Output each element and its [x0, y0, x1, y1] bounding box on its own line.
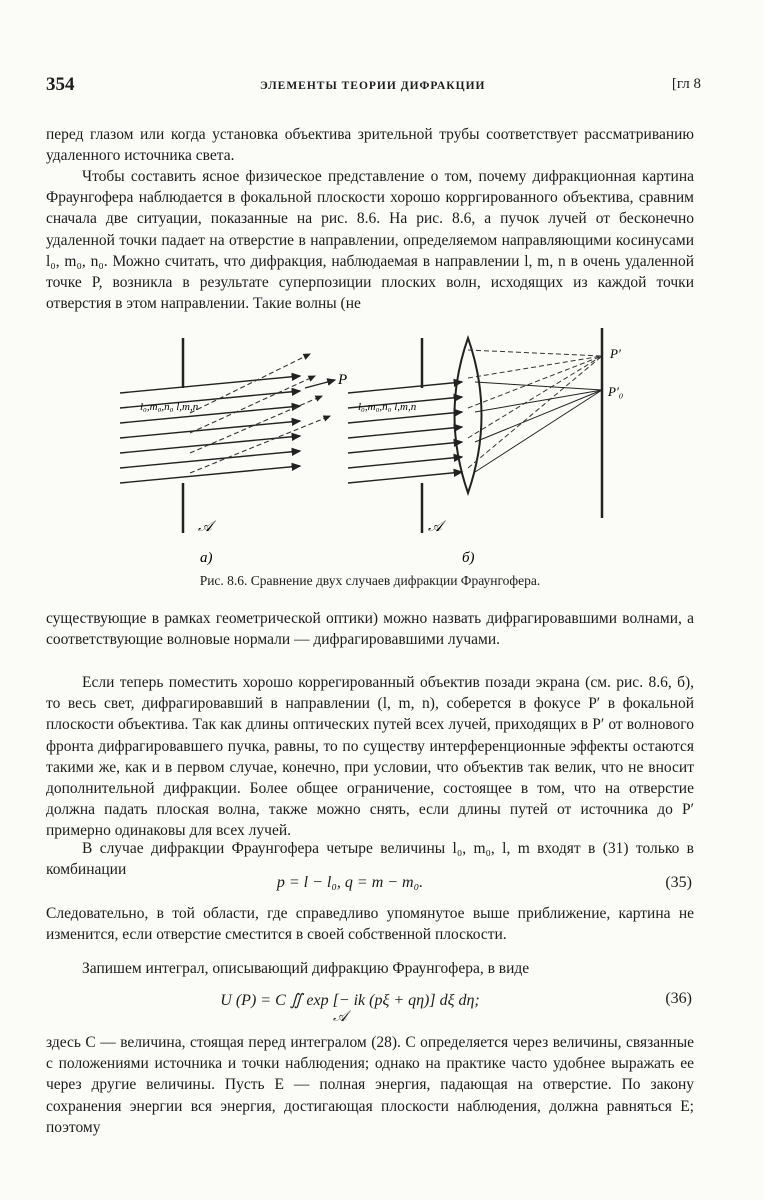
aperture-label-a: 𝒜 — [198, 519, 213, 535]
figure-caption: Рис. 8.6. Сравнение двух случаев дифракции Фраунгофера. — [199, 573, 541, 588]
equation-36-body: U (P) = C ∬ exp [− ik (pξ + qη)] dξ dη; — [220, 992, 480, 1009]
rays-to-P-prime — [468, 350, 602, 468]
sublabel-b: б) — [462, 550, 475, 566]
equation-35 — [46, 874, 694, 896]
equation-35-number: (35) — [665, 874, 692, 891]
paragraph-5: В случае дифракции Фраунгофера четыре величины l₀, m₀, l, m входят в (31) только в комбинации — [46, 840, 694, 879]
equation-35-body: p = l − l₀, q = m − m₀. — [276, 874, 424, 891]
diagram-b — [348, 328, 623, 535]
chapter-marker: [гл 8 — [671, 76, 701, 92]
paragraph-6: Следовательно, в той области, где справедливо упомянутое выше приближение, картина не изменится, если отверстие сместится в своей собственной плоскости. — [46, 905, 694, 944]
label-P0-prime: P′₀ — [608, 384, 624, 399]
incident-rays-a — [120, 376, 300, 483]
lens — [455, 338, 482, 493]
page-header — [46, 74, 701, 102]
beam-label-a: l₀,m₀,n₀ l,m,n — [140, 401, 199, 413]
running-head: ЭЛЕМЕНТЫ ТЕОРИИ ДИФРАКЦИИ — [260, 80, 486, 92]
paragraph-3: существующие в рамках геометрической оптики) можно назвать дифрагировавшими волнами, а соответствующие волновые нормали — дифрагировавшими лучами. — [46, 610, 694, 649]
equation-36-number: (36) — [665, 990, 692, 1007]
diagram-a — [120, 338, 347, 535]
sublabel-a: а) — [200, 550, 213, 566]
equation-36-domain: 𝒜 — [333, 1009, 348, 1025]
arrow-to-P — [305, 380, 335, 388]
paragraph-1: перед глазом или когда установка объектива зрительной трубы соответствует рассматриванию удаленного источника света. — [46, 126, 694, 165]
incident-rays-b — [348, 382, 462, 483]
figure-diagram — [100, 318, 660, 573]
label-P-prime: P′ — [610, 346, 621, 361]
rays-to-P0-prime — [475, 382, 602, 472]
page-number: 354 — [46, 74, 75, 95]
beam-label-b: l₀,m₀,n₀ l,m,n — [358, 401, 417, 413]
paragraph-7: Запишем интеграл, описывающий дифракцию Фраунгофера, в виде — [82, 960, 530, 977]
paragraph-8: здесь C — величина, стоящая перед интегралом (28). C определяется через величины, связанные с положениями источника и точки наблюдения; однако на практике часто удобнее выражать ее через другие величины. Пусть E — полная энергия, падающая на отверстие. По закону сохранения энергии вся энергия, достигающая плоскости наблюдения, должна равняться E; поэтому — [46, 1034, 694, 1136]
figure-8-6 — [100, 318, 660, 578]
equation-36 — [46, 990, 694, 1030]
paragraph-4: Если теперь поместить хорошо коррегированный объектив позади экрана (см. рис. 8.6, б), то весь свет, дифрагировавший в направлении (l, m, n), соберется в фокусе P′ в фокальной плоскости объектива. Так как длины оптических путей всех лучей, приходящих в P′ от волнового фронта дифрагировавшего пучка, равны, то по существу интерференционные эффекты остаются такими же, как и в первом случае, конечно, при условии, что объектив так велик, что не вносит дополнительной дифракции. Более общее ограничение, состоящее в том, что на отверстие должна падать плоская волна, также можно снять, если длины путей от источника до P′ примерно одинаковы для всех лучей. — [46, 674, 694, 840]
label-P: P — [338, 372, 348, 388]
aperture-label-b: 𝒜 — [428, 519, 443, 535]
paragraph-2: Чтобы составить ясное физическое представление о том, почему дифракционная картина Фраунгофера наблюдается в фокальной плоскости хорошо корргированного объектива, сравним сначала две ситуации, показанные на рис. 8.6. На рис. 8.6, а пучок лучей от бесконечно удаленной точки падает на отверстие в направлении, определяемом направляющими косинусами l₀, m₀, n₀. Можно считать, что дифракция, наблюдаемая в направлении l, m, n в очень удаленной точке P, возникла в результате суперпозиции плоских волн, исходящих из каждой точки отверстия в этом направлении. Такие волны (не — [46, 168, 694, 313]
